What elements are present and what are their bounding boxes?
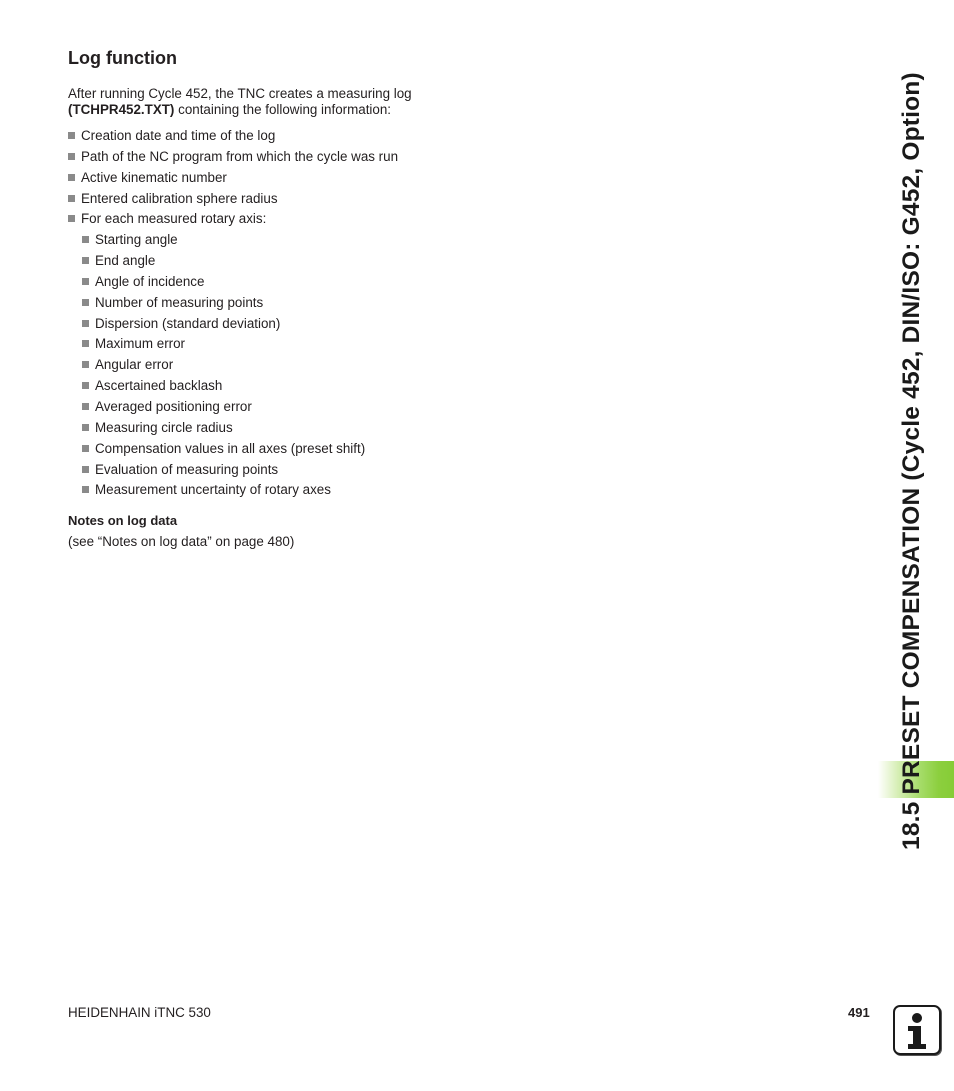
list-item-text: Ascertained backlash (95, 378, 223, 394)
square-bullet-icon (82, 340, 89, 347)
square-bullet-icon (82, 361, 89, 368)
chapter-side-heading: 18.5 PRESET COMPENSATION (Cycle 452, DIN/ISO: G452, Option) (898, 72, 925, 850)
list-item (68, 460, 398, 481)
list-item-text: Active kinematic number (81, 169, 227, 185)
list-item-text: Starting angle (95, 232, 178, 248)
square-bullet-icon (82, 466, 89, 473)
list-item-text: End angle (95, 253, 156, 269)
intro-filename: (TCHPR452.TXT) (68, 102, 175, 117)
intro-prefix: After running Cycle 452, the TNC creates a measuring log (68, 86, 412, 101)
info-icon (893, 1005, 941, 1055)
square-bullet-icon (82, 236, 89, 243)
list-item (68, 293, 398, 314)
list-item (68, 168, 398, 189)
list-item-text: Dispersion (standard deviation) (95, 315, 281, 331)
notes-reference[interactable]: (see “Notes on log data” on page 480) (68, 534, 295, 549)
list-item (68, 314, 398, 335)
list-item-text: Averaged positioning error (95, 398, 252, 414)
list-item (68, 272, 398, 293)
list-item-text: Measurement uncertainty of rotary axes (95, 482, 331, 498)
list-item-text: Angle of incidence (95, 273, 205, 289)
list-item (68, 397, 398, 418)
list-item (68, 439, 398, 460)
square-bullet-icon (82, 424, 89, 431)
footer-product-name: HEIDENHAIN iTNC 530 (68, 1005, 211, 1020)
square-bullet-icon (82, 257, 89, 264)
list-item-text: Angular error (95, 357, 174, 373)
intro-suffix: containing the following information: (174, 102, 392, 117)
square-bullet-icon (82, 382, 89, 389)
square-bullet-icon (68, 215, 75, 222)
square-bullet-icon (82, 403, 89, 410)
section-title: Log function (68, 48, 177, 68)
list-item (68, 334, 398, 355)
list-item (68, 189, 398, 210)
list-item (68, 480, 398, 501)
list-item-text: Creation date and time of the log (81, 128, 276, 143)
list-item (68, 147, 398, 168)
square-bullet-icon (68, 195, 75, 202)
square-bullet-icon (82, 320, 89, 327)
list-item (68, 376, 398, 397)
log-contents-list (68, 126, 398, 501)
list-item (68, 355, 398, 376)
list-item (68, 418, 398, 439)
intro-paragraph (68, 86, 468, 118)
square-bullet-icon (82, 486, 89, 493)
square-bullet-icon (68, 132, 75, 139)
square-bullet-icon (82, 445, 89, 452)
list-item-text: For each measured rotary axis: (81, 211, 267, 227)
list-item-text: Maximum error (95, 336, 186, 352)
list-item (68, 209, 398, 230)
list-item-text: Measuring circle radius (95, 419, 233, 435)
list-item-text: Entered calibration sphere radius (81, 190, 278, 206)
page-number: 491 (848, 1005, 870, 1020)
list-item-text: Compensation values in all axes (preset shift) (95, 440, 366, 456)
list-item-text: Evaluation of measuring points (95, 461, 279, 477)
list-item (68, 126, 398, 147)
notes-title: Notes on log data (68, 513, 178, 528)
list-item (68, 230, 398, 251)
square-bullet-icon (82, 299, 89, 306)
square-bullet-icon (68, 153, 75, 160)
list-item (68, 251, 398, 272)
square-bullet-icon (82, 278, 89, 285)
square-bullet-icon (68, 174, 75, 181)
list-item-text: Path of the NC program from which the cycle was run (81, 148, 399, 164)
list-item-text: Number of measuring points (95, 294, 264, 310)
